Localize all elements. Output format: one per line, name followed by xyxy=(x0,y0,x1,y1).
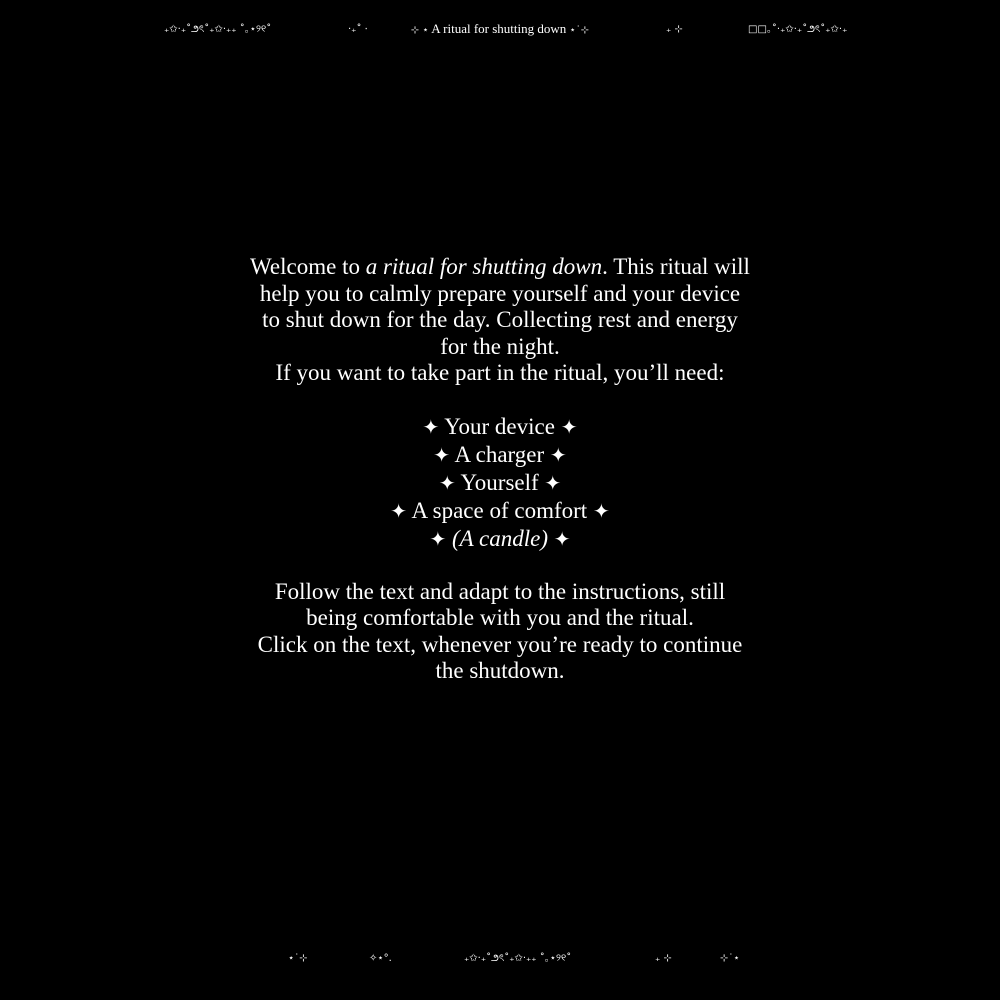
star-icon: ✦ xyxy=(592,498,610,523)
page-title xyxy=(0,22,1000,38)
footer-decoration-2: ✧⋆°. xyxy=(369,953,392,964)
needs-list xyxy=(250,413,750,553)
header-sparkle-right: ₊ ⊹ xyxy=(666,24,683,35)
header-decoration-sparkle: ‧₊˚ ⋅ xyxy=(348,24,368,35)
header-decoration-left: ₊✩‧₊˚౨ৎ˚₊✩‧₊₊ ˚｡⋆୨୧˚ xyxy=(164,24,272,35)
intro-paragraph xyxy=(250,254,750,360)
list-item: ✦ (A candle) ✦ xyxy=(429,525,571,551)
star-icon: ✦ xyxy=(422,414,440,439)
footer-decoration-4: ₊ ⊹ xyxy=(655,953,672,964)
welcome-suffix: . This ritual will help you to calmly prepare yourself and your device to shut down for the day. Collecting rest and energy for the night. xyxy=(259,254,750,359)
follow-instructions: Follow the text and adapt to the instructions, still being comfortable with you and the ritual. xyxy=(274,578,726,630)
list-item: ✦ A space of comfort ✦ xyxy=(390,497,610,523)
click-instructions: Click on the text, whenever you’re ready to continue the shutdown. xyxy=(257,631,743,683)
ritual-text[interactable] xyxy=(250,254,750,685)
header-decoration-right: □□｡˚‧₊✩‧₊˚౨ৎ˚₊✩‧₊ xyxy=(748,24,848,35)
star-icon: ✦ xyxy=(438,470,456,495)
star-icon: ✦ xyxy=(553,526,571,551)
list-item: ✦ Your device ✦ xyxy=(422,413,578,439)
star-icon: ✦ xyxy=(429,526,447,551)
title-right-sparkle: ⋆˙⊹ xyxy=(569,25,590,36)
list-item: ✦ A charger ✦ xyxy=(433,441,567,467)
star-icon: ✦ xyxy=(544,470,562,495)
star-icon: ✦ xyxy=(390,498,408,523)
need-line: If you want to take part in the ritual, you’ll need: xyxy=(275,360,725,385)
star-icon: ✦ xyxy=(433,442,451,467)
footer-decoration-1: ⋆˙⊹ xyxy=(288,953,308,964)
title-left-sparkle: ⊹ ⋆ xyxy=(410,25,429,36)
welcome-prefix: Welcome to xyxy=(250,254,366,279)
ritual-name: a ritual for shutting down xyxy=(365,254,603,279)
footer-decoration-3: ₊✩‧₊˚౨ৎ˚₊✩‧₊₊ ˚｡⋆୨୧˚ xyxy=(464,953,572,964)
star-icon: ✦ xyxy=(549,442,567,467)
title-text: A ritual for shutting down xyxy=(431,21,567,36)
list-item: ✦ Yourself ✦ xyxy=(438,469,562,495)
footer-decoration-5: ⊹˙⋆ xyxy=(720,953,740,964)
star-icon: ✦ xyxy=(560,414,578,439)
